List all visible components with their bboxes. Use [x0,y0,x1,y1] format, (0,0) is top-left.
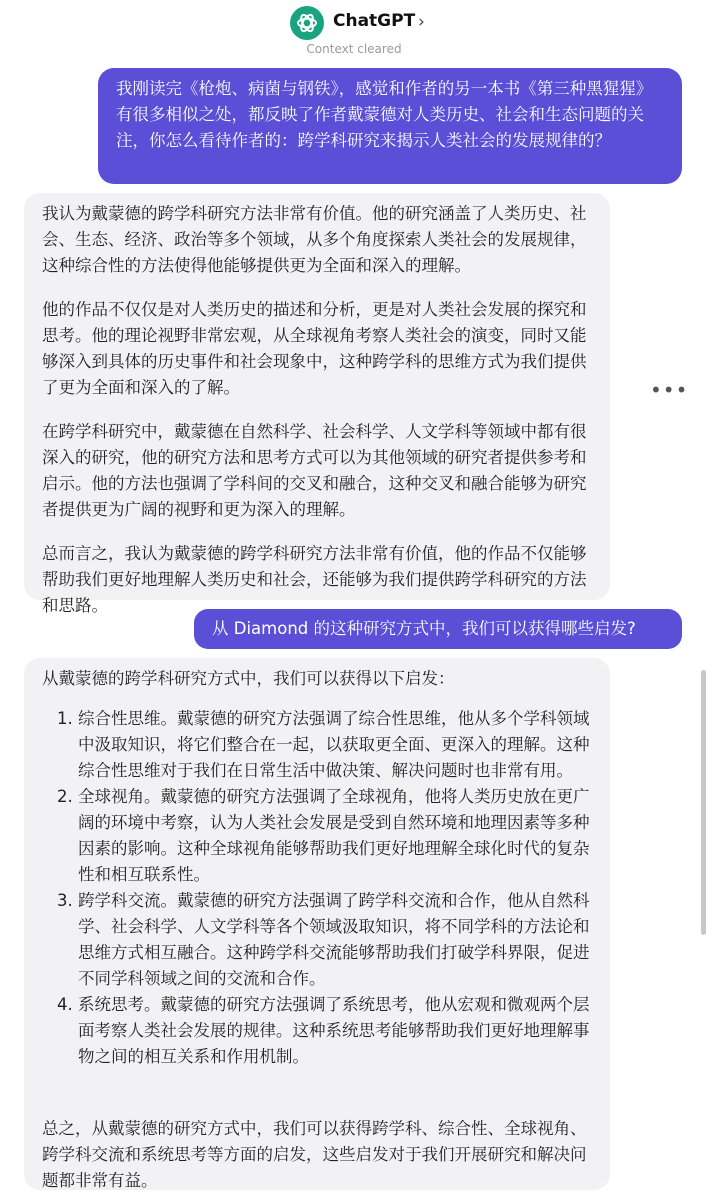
user-message-text: 从 Diamond 的这种研究方式中，我们可以获得哪些启发? [212,619,636,638]
more-options-icon[interactable]: ••• [650,378,689,402]
assistant-paragraph: 他的作品不仅仅是对人类历史的描述和分析，更是对人类社会发展的探究和思考。他的理论视野非常宏观，从全球视角考察人类社会的演变，同时又能够深入到具体的历史事件和社会现象中，这种跨学科的思维方式为我们提供了更为全面和深入的了解。 [42,300,587,397]
user-message [194,609,682,649]
assistant-intro: 从戴蒙德的跨学科研究方式中，我们可以获得以下启发： [42,669,455,688]
user-message [98,68,682,184]
assistant-paragraph: 总而言之，我认为戴蒙德的跨学科研究方法非常有价值，他的作品不仅能够帮助我们更好地理解人类历史和社会，还能够为我们提供跨学科研究的方法和思路。 [42,544,587,615]
list-item: 2. 全球视角。戴蒙德的研究方法强调了全球视角，他将人类历史放在更广阔的环境中考察，认为人类社会发展是受到自然环境和地理因素等多种因素的影响。这种全球视角能够帮助我们更好地理解全球化时代的复杂性和相互联系性。 [78,784,592,888]
chat-header [0,0,708,48]
list-item: 3. 跨学科交流。戴蒙德的研究方法强调了跨学科交流和合作，他从自然科学、社会科学、人文学科等各个领域汲取知识，将不同学科的方法论和思维方式相互融合。这种跨学科交流能够帮助我们打破学科界限，促进不同学科领域之间的交流和合作。 [78,888,592,992]
assistant-paragraph: 我认为戴蒙德的跨学科研究方法非常有价值。他的研究涵盖了人类历史、社会、生态、经济、政治等多个领域，从多个角度探索人类社会的发展规律，这种综合性的方法使得他能够提供更为全面和深入的理解。 [42,204,587,275]
insight-list [42,706,592,1070]
app-title[interactable]: ChatGPT [333,11,416,31]
scrollbar[interactable] [701,670,706,935]
assistant-message [24,658,610,1190]
assistant-summary: 总之，从戴蒙德的研究方式中，我们可以获得跨学科、综合性、全球视角、跨学科交流和系统思考等方面的启发，这些启发对于我们开展研究和解决问题都非常有益。 [42,1119,587,1190]
user-message-text: 我刚读完《枪炮、病菌与钢铁》，感觉和作者的另一本书《第三种黑猩猩》有很多相似之处，都反映了作者戴蒙德对人类历史、社会和生态问题的关注，你怎么看待作者的：跨学科研究来揭示人类社会的发展规律的？ [116,79,653,150]
chevron-right-icon[interactable]: › [418,12,425,32]
context-cleared-note: Context cleared [306,42,402,56]
list-item: 4. 系统思考。戴蒙德的研究方法强调了系统思考，他从宏观和微观两个层面考察人类社会发展的规律。这种系统思考能够帮助我们更好地理解事物之间的相互关系和作用机制。 [78,992,592,1070]
assistant-message [24,193,610,615]
assistant-paragraph: 在跨学科研究中，戴蒙德在自然科学、社会科学、人文学科等领域中都有很深入的研究，他的研究方法和思考方式可以为其他领域的研究者提供参考和启示。他的方法也强调了学科间的交叉和融合，这种交叉和融合能够为研究者提供更为广阔的视野和更为深入的理解。 [42,422,587,519]
list-item: 1. 综合性思维。戴蒙德的研究方法强调了综合性思维，他从多个学科领域中汲取知识，将它们整合在一起，以获取更全面、更深入的理解。这种综合性思维对于我们在日常生活中做决策、解决问题时也非常有用。 [78,706,592,784]
openai-logo-icon[interactable] [290,6,324,40]
